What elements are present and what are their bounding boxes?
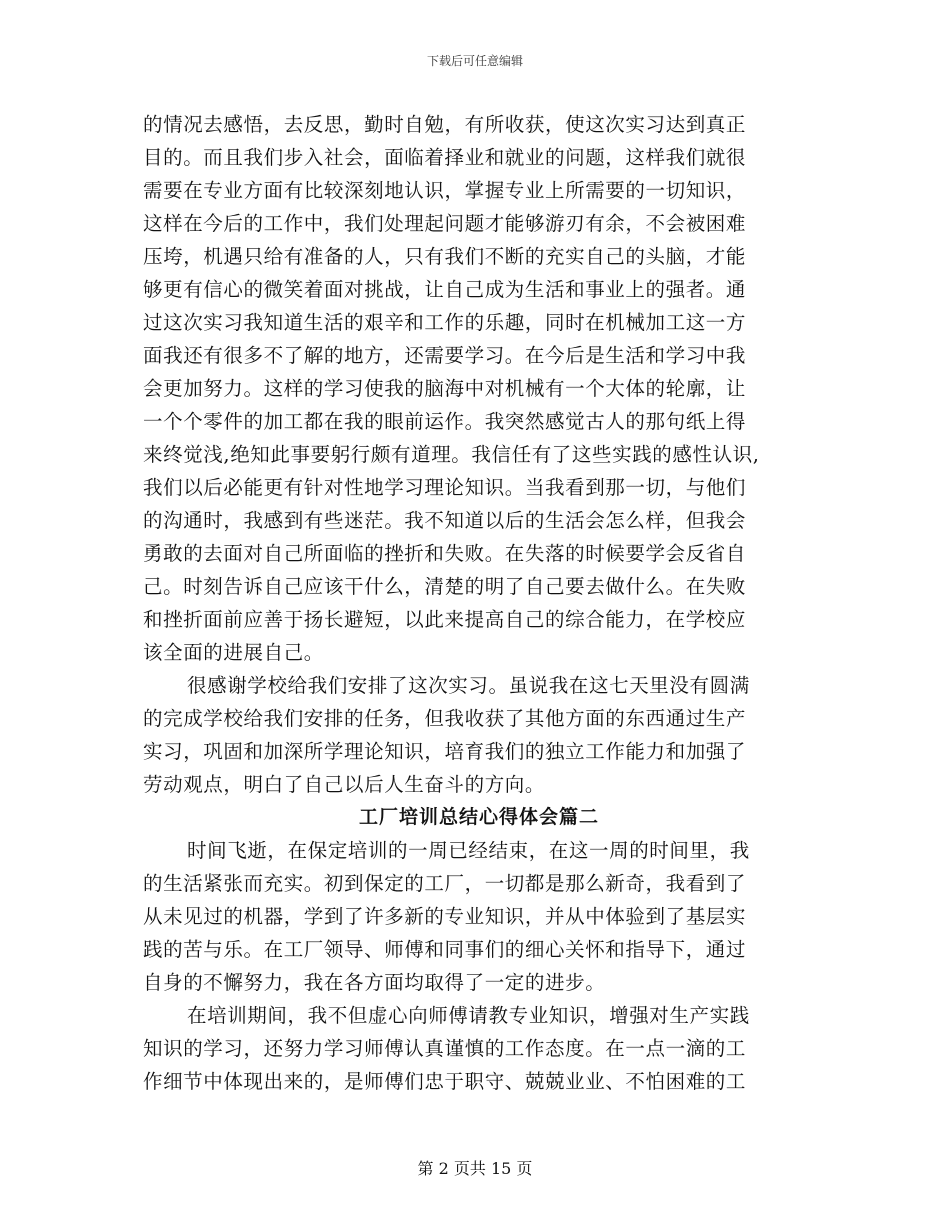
text-line: 从未见过的机器，学到了许多新的专业知识，并从中体验到了基层实 xyxy=(143,905,747,928)
text-line: 作细节中体现出来的，是师傅们忠于职守、兢兢业业、不怕困难的工 xyxy=(143,1070,747,1093)
text-line: 压垮，机遇只给有准备的人，只有我们不断的充实自己的头脑，才能 xyxy=(143,245,747,268)
text-line: 和挫折面前应善于扬长避短，以此来提高自己的综合能力，在学校应 xyxy=(143,608,747,631)
text-line: 面我还有很多不了解的地方，还需要学习。在今后是生活和学习中我 xyxy=(143,344,747,367)
text-line: 很感谢学校给我们安排了这次实习。虽说我在这七天里没有圆满 xyxy=(187,674,750,697)
text-line: 一个个零件的加工都在我的眼前运作。我突然感觉古人的那句纸上得 xyxy=(143,410,747,433)
text-line: 的生活紧张而充实。初到保定的工厂，一切都是那么新奇，我看到了 xyxy=(143,872,747,895)
text-line: 来终觉浅,绝知此事要躬行颇有道理。我信任有了这些实践的感性认识, xyxy=(143,443,760,466)
text-line: 会更加努力。这样的学习使我的脑海中对机械有一个大体的轮廓，让 xyxy=(143,377,747,400)
text-line: 需要在专业方面有比较深刻地认识，掌握专业上所需要的一切知识， xyxy=(143,179,747,202)
text-line: 的情况去感悟，去反思，勤时自勉，有所收获，使这次实习达到真正 xyxy=(143,113,747,136)
text-line: 过这次实习我知道生活的艰辛和工作的乐趣，同时在机械加工这一方 xyxy=(143,311,747,334)
text-line: 践的苦与乐。在工厂领导、师傅和同事们的细心关怀和指导下，通过 xyxy=(143,938,747,961)
text-line: 目的。而且我们步入社会，面临着择业和就业的问题，这样我们就很 xyxy=(143,146,747,169)
page-header: 下载后可任意编辑 xyxy=(426,54,523,68)
text-line: 在培训期间，我不但虚心向师傅请教专业知识，增强对生产实践 xyxy=(187,1004,750,1027)
text-line: 我们以后必能更有针对性地学习理论知识。当我看到那一切，与他们 xyxy=(143,476,747,499)
text-line: 的沟通时，我感到有些迷茫。我不知道以后的生活会怎么样，但我会 xyxy=(143,509,747,532)
text-line: 己。时刻告诉自己应该干什么，清楚的明了自己要去做什么。在失败 xyxy=(143,575,747,598)
text-line: 该全面的进展自己。 xyxy=(143,641,324,664)
text-line: 这样在今后的工作中，我们处理起问题才能够游刃有余，不会被困难 xyxy=(143,212,747,235)
text-line: 够更有信心的微笑着面对挑战，让自己成为生活和事业上的强者。通 xyxy=(143,278,747,301)
text-line: 的完成学校给我们安排的任务，但我收获了其他方面的东西通过生产 xyxy=(143,707,747,730)
text-line: 劳动观点，明白了自己以后人生奋斗的方向。 xyxy=(143,773,546,796)
document-body xyxy=(143,108,815,1098)
text-line: 自身的不懈努力，我在各方面均取得了一定的进步。 xyxy=(143,971,606,994)
text-line: 知识的学习，还努力学习师傅认真谨慎的工作态度。在一点一滴的工 xyxy=(143,1037,747,1060)
section-heading: 工厂培训总结心得体会篇二 xyxy=(358,806,599,828)
text-line: 勇敢的去面对自己所面临的挫折和失败。在失落的时候要学会反省自 xyxy=(143,542,747,565)
page-footer: 第 2 页共 15 页 xyxy=(417,1159,533,1178)
text-line: 实习，巩固和加深所学理论知识，培育我们的独立工作能力和加强了 xyxy=(143,740,747,763)
text-line: 时间飞逝，在保定培训的一周已经结束，在这一周的时间里，我 xyxy=(187,839,750,862)
